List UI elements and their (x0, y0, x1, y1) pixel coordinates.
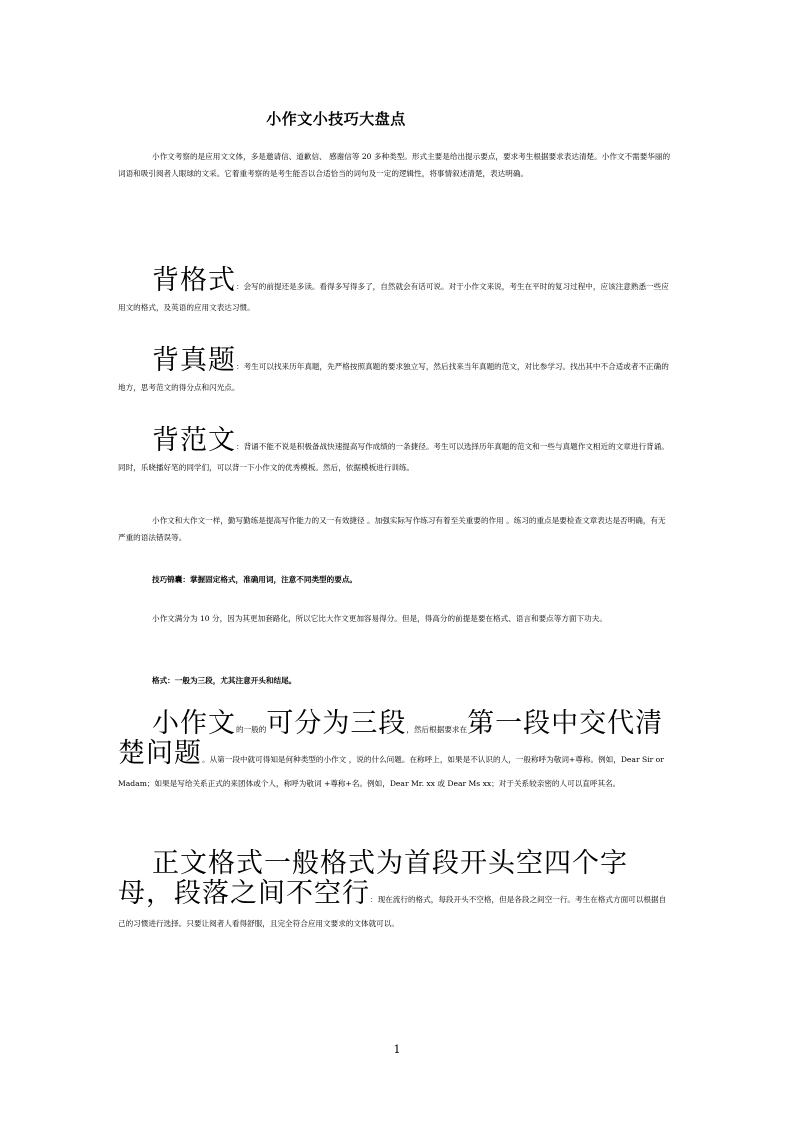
document-title: 小作文小技巧大盘点 (266, 110, 406, 128)
section-real-exam (118, 345, 673, 398)
section-heading: 背范文 (152, 425, 236, 456)
emphasis-text: 可分为三段 (266, 708, 407, 739)
page-number: 1 (393, 1043, 401, 1056)
intro-paragraph: 小作文考察的是应用文文体，多是邀请信、道歉信、 感谢信等 20 多种类型。形式主要是给出提示要点，要求考生根据要求表达清楚。小作文不需要华丽的词语和吸引阅者人眼球的文采。它着重考察的是考生能否以合适恰当的词句及一定的逻辑性，将事情叙述清楚，表达明确。 (118, 152, 671, 178)
body-format-paragraph (118, 848, 673, 936)
section-text: ：背诵不能不说是积极备战快速提高写作成绩的一条捷径。考生可以选择历年真题的范文和一些与真题作文相近的文章进行背诵。同时，乐晓播好笔的同学们，可以背一下小作文的优秀模板。然后，依据模板进行训练。 (118, 442, 669, 472)
section-format (118, 265, 673, 318)
practice-paragraph: 小作文和大作文一样，勤写勤练是提高写作能力的又一有效捷径 。加强实际写作练习有着至关重要的作用 。练习的重点是要检查文章表达是否明确，有无严重的语法错误等。 (118, 516, 666, 542)
format-paragraph: 格式：一般为三段，尤其注意开头和结尾。 (152, 676, 297, 685)
three-paragraphs-paragraph (118, 708, 673, 796)
body-text: ：现在流行的格式，每段开头不空格，但是各段之间空一行。考生在格式方面可以根据自己的习惯进行选择。只要让阅者人看得舒服，且完全符合应用文要求的文体就可以。 (118, 895, 667, 928)
body-text: 。从第一段中就可得知是何种类型的小作文 ，说的什么问题。在称呼上，如果是不认识的人，一般称呼为敬词+尊称。例如，Dear Sir or Madam；如果是写给关系正式的来团体或个人，称呼为敬词 +尊称+名。例如，Dear Mr. xx 或 Dear Ms xx；对于关系较亲密的人可以直呼其名。 (118, 755, 664, 788)
section-heading: 背格式 (152, 265, 236, 296)
score-paragraph: 小作文满分为 10 分，因为其更加套路化，所以它比大作文更加容易得分。但是，得高分的前提是要在格式、语言和要点等方面下功夫。 (152, 614, 607, 623)
emphasis-text: 第一段中交代清楚问题 (118, 708, 664, 769)
small-text: ，然后根据要求在 (406, 725, 468, 734)
small-text: 的一般的 (236, 725, 267, 734)
tip-paragraph: 技巧锦囊：掌握固定格式，准确用词，注意不同类型的要点。 (152, 575, 358, 584)
emphasis-text: 正文格式一般格式为首段开头空四个字母，段落之间不空行 (118, 848, 628, 909)
section-heading: 背真题 (152, 345, 236, 376)
section-text: ：考生可以找来历年真题，先严格按照真题的要求独立写，然后找来当年真题的范文，对比参学习。找出其中不合适或者不正确的地方，思考范文的得分点和闪光点。 (118, 362, 669, 392)
emphasis-text: 小作文 (152, 708, 236, 739)
section-text: ：会写的前提还是多读。看得多写得多了，自然就会有话可说。对于小作文来说，考生在平时的复习过程中，应该注意熟悉一些应用文的格式，及英语的应用文表达习惯。 (118, 282, 669, 312)
section-model-essay (118, 425, 673, 478)
